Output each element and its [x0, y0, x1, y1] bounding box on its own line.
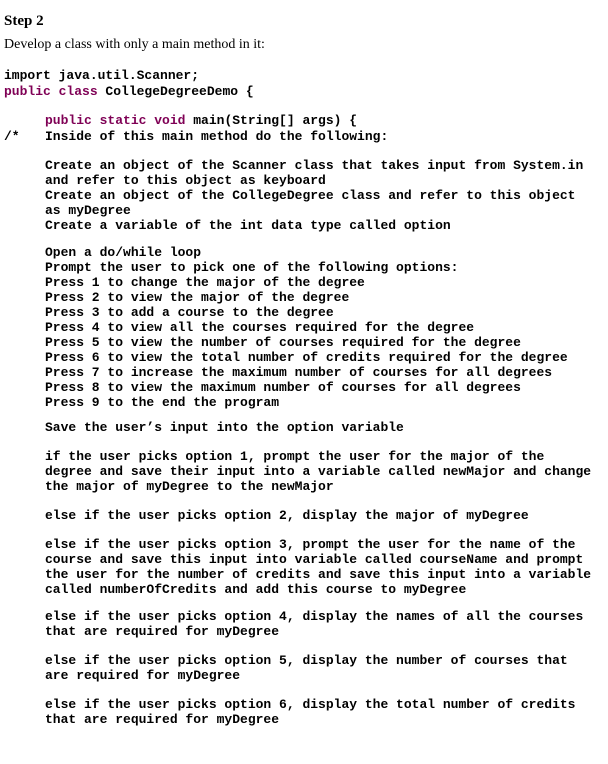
class-declaration	[4, 84, 254, 100]
paragraph-2-line: Press 5 to view the number of courses required for the degree	[45, 335, 521, 350]
paragraph-9-line: else if the user picks option 6, display the total number of credits	[45, 697, 576, 712]
paragraph-7-line: else if the user picks option 4, display the names of all the courses	[45, 609, 584, 624]
main-signature: main(String[] args) {	[185, 113, 358, 128]
paragraph-6-line: the user for the number of credits and save this input into a variable	[45, 567, 592, 582]
paragraph-2-line: Press 4 to view all the courses required for the degree	[45, 320, 475, 335]
paragraph-1-line: Create an object of the Scanner class that takes input from System.in	[45, 158, 584, 173]
paragraph-1-line: Create a variable of the int data type called option	[45, 218, 451, 233]
paragraph-2-line: Press 6 to view the total number of credits required for the degree	[45, 350, 568, 365]
paragraph-1-line: and refer to this object as keyboard	[45, 173, 326, 188]
main-declaration	[45, 113, 357, 129]
paragraph-9-line: that are required for myDegree	[45, 712, 280, 727]
paragraph-7-line: that are required for myDegree	[45, 624, 280, 639]
paragraph-2-line: Press 1 to change the major of the degree	[45, 275, 365, 290]
class-keywords: public class	[4, 84, 98, 99]
paragraph-1-line: Create an object of the CollegeDegree class and refer to this object	[45, 188, 576, 203]
comment-first-line: Inside of this main method do the following:	[45, 129, 389, 144]
paragraph-5-line: else if the user picks option 2, display the major of myDegree	[45, 508, 529, 523]
step-heading: Step 2	[4, 13, 44, 29]
paragraph-4-line: the major of myDegree to the newMajor	[45, 479, 334, 494]
paragraph-2-line: Press 7 to increase the maximum number of courses for all degrees	[45, 365, 553, 380]
paragraph-3-line: Save the user’s input into the option variable	[45, 420, 404, 435]
paragraph-6-line: course and save this input into variable called courseName and prompt	[45, 552, 584, 567]
paragraph-1-line: as myDegree	[45, 203, 131, 218]
intro-text: Develop a class with only a main method in it:	[4, 37, 265, 52]
paragraph-6-line: else if the user picks option 3, prompt the user for the name of the	[45, 537, 576, 552]
comment-open: /*	[4, 129, 20, 144]
paragraph-8-line: are required for myDegree	[45, 668, 241, 683]
paragraph-2-line: Press 8 to view the maximum number of courses for all degrees	[45, 380, 521, 395]
main-keywords: public static void	[45, 113, 186, 128]
paragraph-2-line: Open a do/while loop	[45, 245, 202, 260]
class-name: CollegeDegreeDemo {	[97, 84, 254, 99]
paragraph-4-line: if the user picks option 1, prompt the user for the major of the	[45, 449, 545, 464]
import-line: import java.util.Scanner;	[4, 68, 200, 83]
paragraph-2-line: Prompt the user to pick one of the following options:	[45, 260, 459, 275]
paragraph-4-line: degree and save their input into a variable called newMajor and change	[45, 464, 592, 479]
paragraph-2-line: Press 2 to view the major of the degree	[45, 290, 350, 305]
paragraph-6-line: called numberOfCredits and add this course to myDegree	[45, 582, 467, 597]
paragraph-2-line: Press 3 to add a course to the degree	[45, 305, 334, 320]
paragraph-2-line: Press 9 to the end the program	[45, 395, 280, 410]
paragraph-8-line: else if the user picks option 5, display the number of courses that	[45, 653, 568, 668]
